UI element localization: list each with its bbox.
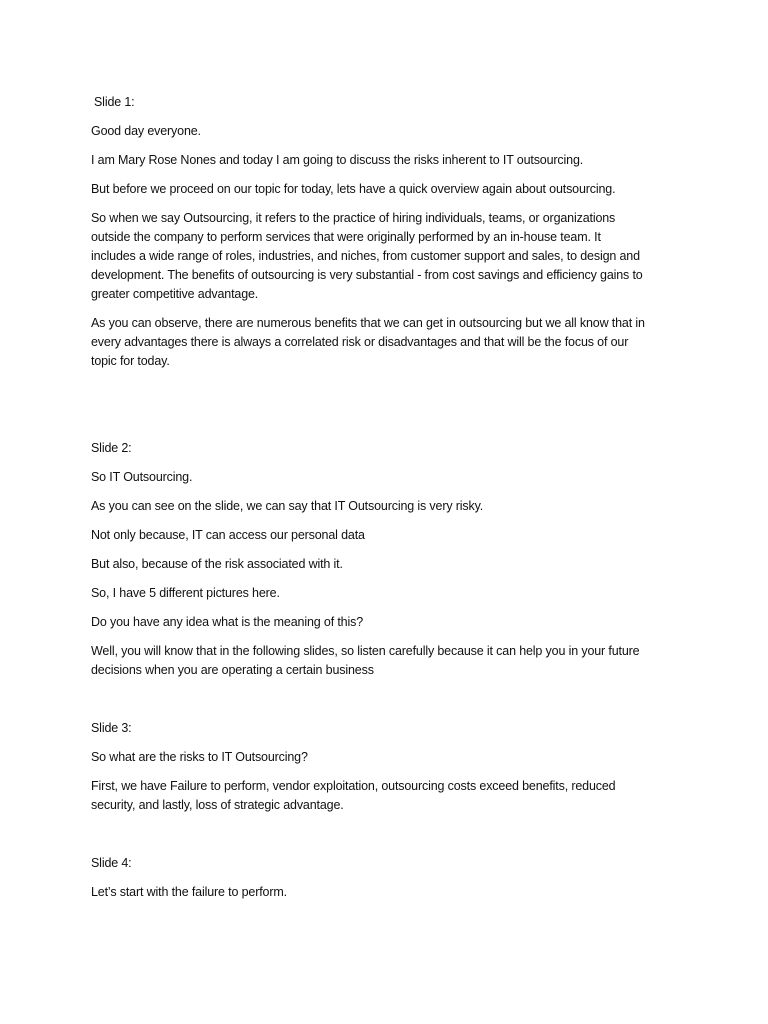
slide-1-benefits-line: As you can observe, there are numerous benefits that we can get in outsourcing but we all know that in: [91, 316, 645, 330]
slide-1-definition-line: outside the company to perform services that were originally performed by an in-house team. It: [91, 230, 601, 244]
slide-1-definition-line: includes a wide range of roles, industries, and niches, from customer support and sales, to design and: [91, 249, 640, 263]
slide-2-paragraph-line: Well, you will know that in the following slides, so listen carefully because it can help you in your future: [91, 644, 640, 658]
slide-3-paragraph-line: First, we have Failure to perform, vendor exploitation, outsourcing costs exceed benefits, reduced: [91, 779, 616, 793]
slide-2-paragraph: Do you have any idea what is the meaning of this?: [91, 615, 363, 629]
slide-3-paragraph: So what are the risks to IT Outsourcing?: [91, 750, 308, 764]
slide-1-benefits-line: topic for today.: [91, 354, 170, 368]
slide-2-heading: Slide 2:: [91, 441, 132, 455]
slide-4-heading: Slide 4:: [91, 856, 132, 870]
slide-1-intro: I am Mary Rose Nones and today I am going to discuss the risks inherent to IT outsourcing.: [91, 153, 584, 167]
slide-2-paragraph: Not only because, IT can access our personal data: [91, 528, 365, 542]
slide-2-paragraph-line: decisions when you are operating a certain business: [91, 663, 374, 677]
slide-3-paragraph-line: security, and lastly, loss of strategic advantage.: [91, 798, 344, 812]
slide-1-definition-line: greater competitive advantage.: [91, 287, 259, 301]
slide-2-paragraph: So, I have 5 different pictures here.: [91, 586, 280, 600]
slide-1-definition-line: So when we say Outsourcing, it refers to the practice of hiring individuals, teams, or organizations: [91, 211, 616, 225]
slide-1-heading: Slide 1:: [94, 95, 135, 109]
slide-4-paragraph: Let’s start with the failure to perform.: [91, 885, 287, 899]
slide-1-greeting: Good day everyone.: [91, 124, 201, 138]
slide-1-definition-line: development. The benefits of outsourcing is very substantial - from cost savings and efficiency gains to: [91, 268, 643, 282]
slide-1-overview: But before we proceed on our topic for today, lets have a quick overview again about outsourcing.: [91, 182, 616, 196]
slide-1-benefits-line: every advantages there is always a correlated risk or disadvantages and that will be the focus of our: [91, 335, 629, 349]
slide-3-heading: Slide 3:: [91, 721, 132, 735]
slide-2-paragraph: So IT Outsourcing.: [91, 470, 193, 484]
slide-2-paragraph: As you can see on the slide, we can say that IT Outsourcing is very risky.: [91, 499, 484, 513]
slide-2-paragraph: But also, because of the risk associated with it.: [91, 557, 343, 571]
